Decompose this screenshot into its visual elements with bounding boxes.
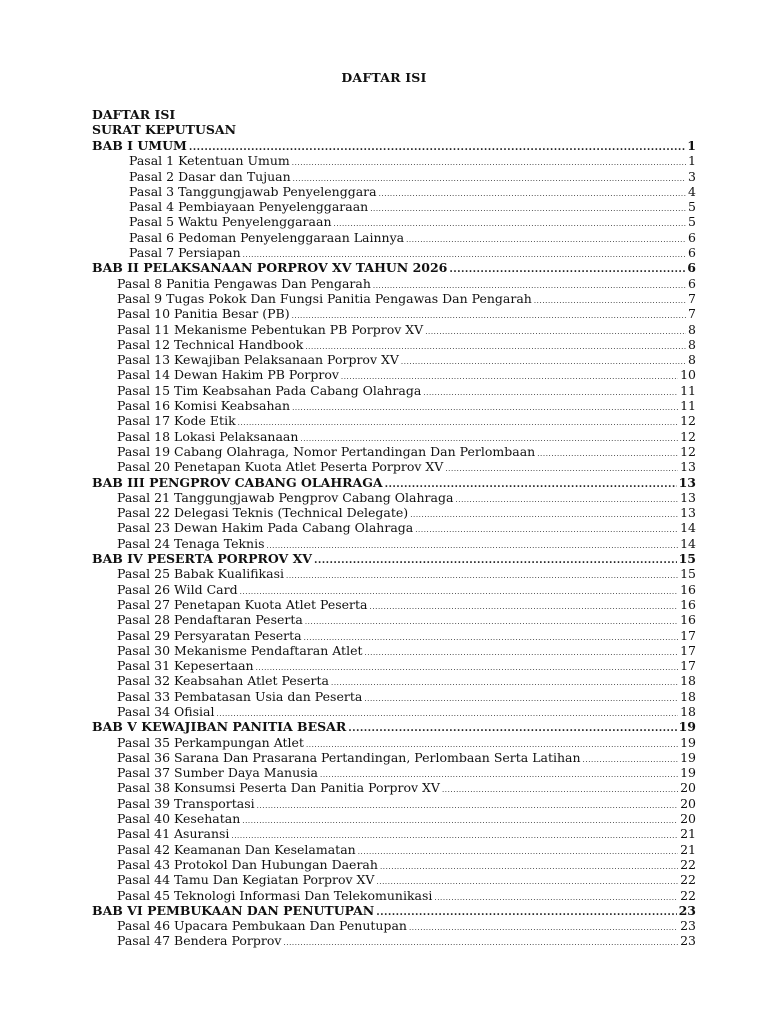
toc-article-entry[interactable] xyxy=(92,520,696,535)
document-title: DAFTAR ISI xyxy=(341,70,427,85)
toc-dot-leader xyxy=(292,401,678,416)
toc-dot-leader xyxy=(449,262,685,277)
toc-article-entry[interactable] xyxy=(92,184,696,199)
toc-article-entry[interactable] xyxy=(92,383,696,398)
toc-article-entry[interactable] xyxy=(92,352,696,367)
toc-entry-page-number: 12 xyxy=(680,443,696,459)
toc-entry-page-number: 13 xyxy=(680,489,696,505)
toc-entry-page-number: 20 xyxy=(680,795,696,811)
toc-entry-page-number: 16 xyxy=(680,596,696,612)
toc-article-entry[interactable] xyxy=(92,888,696,903)
toc-entry-page-number: 18 xyxy=(680,703,696,719)
toc-entry-page-number: 17 xyxy=(680,658,696,674)
toc-chapter-entry[interactable] xyxy=(92,475,696,490)
toc-entry-title: Pasal 39 Transportasi xyxy=(117,795,255,811)
toc-entry-title: Pasal 20 Penetapan Kuota Atlet Peserta Porprov XV xyxy=(117,459,444,475)
toc-article-entry[interactable] xyxy=(92,826,696,841)
toc-entry-page-number: 10 xyxy=(680,367,696,383)
toc-dot-leader xyxy=(455,493,678,508)
toc-entry-page-number: 13 xyxy=(678,474,696,490)
toc-article-entry[interactable] xyxy=(92,933,696,948)
toc-entry-page-number: 7 xyxy=(688,290,696,306)
toc-entry-page-number: 14 xyxy=(680,535,696,551)
toc-article-entry[interactable] xyxy=(92,230,696,245)
toc-entry-title: Pasal 2 Dasar dan Tujuan xyxy=(129,168,291,184)
toc-entry-title: Pasal 36 Sarana Dan Prasarana Pertandingan, Perlombaan Serta Latihan xyxy=(117,749,581,765)
toc-article-entry[interactable] xyxy=(92,444,696,459)
toc-entry-title: Pasal 14 Dewan Hakim PB Porprov xyxy=(117,367,339,383)
toc-dot-leader xyxy=(376,905,676,920)
toc-entry-title: Pasal 5 Waktu Penyelenggaraan xyxy=(129,214,332,230)
toc-dot-leader xyxy=(283,936,678,951)
toc-article-entry[interactable] xyxy=(92,505,696,520)
toc-entry-page-number: 22 xyxy=(680,872,696,888)
toc-article-entry[interactable] xyxy=(92,643,696,658)
toc-entry-page-number: 19 xyxy=(678,719,696,735)
toc-entry-title: Pasal 38 Konsumsi Peserta Dan Panitia Porprov XV xyxy=(117,780,440,796)
toc-dot-leader xyxy=(286,569,678,584)
toc-entry-title: BAB V KEWAJIBAN PANITIA BESAR xyxy=(92,719,347,735)
toc-article-entry[interactable] xyxy=(92,199,696,214)
toc-entry-page-number: 5 xyxy=(688,214,696,230)
toc-article-entry[interactable] xyxy=(92,536,696,551)
toc-article-entry[interactable] xyxy=(92,872,696,887)
toc-article-entry[interactable] xyxy=(92,612,696,627)
front-matter xyxy=(92,107,236,138)
front-matter-surat-keputusan[interactable]: SURAT KEPUTUSAN xyxy=(92,122,237,138)
toc-entry-title: Pasal 27 Penetapan Kuota Atlet Peserta xyxy=(117,596,368,612)
toc-article-entry[interactable] xyxy=(92,750,696,765)
toc-entry-title: Pasal 40 Kesehatan xyxy=(117,811,241,827)
toc-entry-title: Pasal 25 Babak Kualifikasi xyxy=(117,566,284,582)
toc-entry-page-number: 13 xyxy=(680,459,696,475)
toc-entry-title: Pasal 7 Persiapan xyxy=(129,245,241,261)
toc-entry-title: Pasal 9 Tugas Pokok Dan Fungsi Panitia Pengawas Dan Pengarah xyxy=(117,290,532,306)
toc-article-entry[interactable] xyxy=(92,704,696,719)
toc-chapter-entry[interactable] xyxy=(92,260,696,275)
toc-entry-page-number: 22 xyxy=(680,887,696,903)
toc-dot-leader xyxy=(364,692,678,707)
toc-entry-title: Pasal 34 Ofisial xyxy=(117,703,215,719)
toc-entry-page-number: 15 xyxy=(678,551,696,567)
toc-article-entry[interactable] xyxy=(92,245,696,260)
toc-entry-page-number: 8 xyxy=(688,336,696,352)
toc-entry-page-number: 6 xyxy=(687,260,696,276)
toc-dot-leader xyxy=(379,187,686,202)
toc-entry-page-number: 12 xyxy=(680,428,696,444)
toc-entry-title: Pasal 31 Kepesertaan xyxy=(117,658,254,674)
toc-dot-leader xyxy=(406,233,686,248)
toc-article-entry[interactable] xyxy=(92,796,696,811)
toc-entry-page-number: 21 xyxy=(680,841,696,857)
toc-dot-leader xyxy=(583,753,679,768)
toc-entry-title: Pasal 26 Wild Card xyxy=(117,581,238,597)
toc-article-entry[interactable] xyxy=(92,658,696,673)
toc-entry-title: Pasal 43 Protokol Dan Hubungan Daerah xyxy=(117,856,378,872)
toc-entry-page-number: 11 xyxy=(680,398,696,414)
toc-article-entry[interactable] xyxy=(92,673,696,688)
toc-entry-page-number: 8 xyxy=(688,321,696,337)
toc-article-entry[interactable] xyxy=(92,306,696,321)
toc-entry-title: Pasal 33 Pembatasan Usia dan Peserta xyxy=(117,688,363,704)
toc-dot-leader xyxy=(537,447,678,462)
toc-entry-page-number: 19 xyxy=(680,765,696,781)
toc-entry-page-number: 8 xyxy=(688,352,696,368)
toc-entry-title: Pasal 18 Lokasi Pelaksanaan xyxy=(117,428,299,444)
toc-entry-title: Pasal 42 Keamanan Dan Keselamatan xyxy=(117,841,356,857)
toc-entry-title: BAB II PELAKSANAAN PORPROV XV TAHUN 2026 xyxy=(92,260,448,276)
toc-entry-page-number: 7 xyxy=(688,306,696,322)
toc-entry-title: Pasal 45 Teknologi Informasi Dan Telekomunikasi xyxy=(117,887,433,903)
toc-entry-page-number: 17 xyxy=(680,627,696,643)
toc-entry-title: Pasal 6 Pedoman Penyelenggaraan Lainnya xyxy=(129,229,405,245)
toc-article-entry[interactable] xyxy=(92,490,696,505)
toc-entry-page-number: 1 xyxy=(688,153,696,169)
toc-entry-page-number: 6 xyxy=(688,275,696,291)
toc-entry-title: Pasal 17 Kode Etik xyxy=(117,413,236,429)
toc-entry-title: Pasal 15 Tim Keabsahan Pada Cabang Olahraga xyxy=(117,382,422,398)
toc-article-entry[interactable] xyxy=(92,169,696,184)
toc-dot-leader xyxy=(358,845,678,860)
toc-dot-leader xyxy=(257,799,678,814)
toc-entry-title: BAB IV PESERTA PORPROV XV xyxy=(92,551,312,567)
toc-dot-leader xyxy=(380,860,678,875)
toc-entry-page-number: 12 xyxy=(680,413,696,429)
toc-entry-title: Pasal 37 Sumber Daya Manusia xyxy=(117,765,319,781)
toc-entry-title: Pasal 44 Tamu Dan Kegiatan Porprov XV xyxy=(117,872,375,888)
toc-entry-page-number: 16 xyxy=(680,612,696,628)
toc-entry-page-number: 16 xyxy=(680,581,696,597)
toc-article-entry[interactable] xyxy=(92,857,696,872)
toc-article-entry[interactable] xyxy=(92,413,696,428)
toc-entry-title: Pasal 3 Tanggungjawab Penyelenggara xyxy=(129,183,377,199)
toc-dot-leader xyxy=(242,814,678,829)
toc-article-entry[interactable] xyxy=(92,582,696,597)
toc-article-entry[interactable] xyxy=(92,214,696,229)
toc-article-entry[interactable] xyxy=(92,918,696,933)
toc-entry-page-number: 1 xyxy=(687,138,696,153)
toc-article-entry[interactable] xyxy=(92,398,696,413)
toc-article-entry[interactable] xyxy=(92,153,696,168)
toc-entry-title: Pasal 46 Upacara Pembukaan Dan Penutupan xyxy=(117,918,407,934)
toc-entry-title: Pasal 4 Pembiayaan Penyelenggaraan xyxy=(129,199,369,215)
toc-entry-title: Pasal 22 Delegasi Teknis (Technical Delegate) xyxy=(117,505,409,521)
toc-chapter-entry[interactable] xyxy=(92,719,696,734)
toc-entry-page-number: 23 xyxy=(680,918,696,934)
toc-entry-page-number: 19 xyxy=(680,734,696,750)
toc-entry-title: Pasal 29 Persyaratan Peserta xyxy=(117,627,302,643)
toc-entry-title: Pasal 28 Pendaftaran Peserta xyxy=(117,612,303,628)
toc-entry-title: BAB I UMUM xyxy=(92,138,187,153)
toc-entry-page-number: 6 xyxy=(688,245,696,261)
toc-dot-leader xyxy=(425,325,686,340)
toc-article-entry[interactable] xyxy=(92,811,696,826)
toc-entry-page-number: 22 xyxy=(680,856,696,872)
toc-article-entry[interactable] xyxy=(92,628,696,643)
toc-entry-page-number: 14 xyxy=(680,520,696,536)
toc-entry-page-number: 15 xyxy=(680,566,696,582)
front-matter-daftar-isi[interactable]: DAFTAR ISI xyxy=(92,107,176,122)
toc-entry-page-number: 5 xyxy=(688,199,696,215)
toc-entry-title: Pasal 21 Tanggungjawab Pengprov Cabang Olahraga xyxy=(117,489,454,505)
toc-entry-title: Pasal 32 Keabsahan Atlet Peserta xyxy=(117,673,329,689)
toc-entry-title: Pasal 30 Mekanisme Pendaftaran Atlet xyxy=(117,642,363,658)
toc-article-entry[interactable] xyxy=(92,322,696,337)
toc-dot-leader xyxy=(434,891,678,906)
toc-entry-title: BAB III PENGPROV CABANG OLAHRAGA xyxy=(92,474,383,490)
toc-article-entry[interactable] xyxy=(92,429,696,444)
toc-dot-leader xyxy=(534,294,686,309)
toc-entry-title: Pasal 35 Perkampungan Atlet xyxy=(117,734,304,750)
toc-dot-leader xyxy=(364,646,678,661)
toc-entry-title: Pasal 19 Cabang Olahraga, Nomor Pertandingan Dan Perlombaan xyxy=(117,443,536,459)
toc-entry-title: Pasal 47 Bendera Porprov xyxy=(117,933,282,949)
toc-dot-leader xyxy=(331,676,678,691)
toc-entry-page-number: 6 xyxy=(688,229,696,245)
toc-dot-leader xyxy=(314,553,677,568)
toc-chapter-entry[interactable] xyxy=(92,551,696,566)
toc-entry-page-number: 20 xyxy=(680,780,696,796)
toc-entry-title: Pasal 11 Mekanisme Pebentukan PB Porprov XV xyxy=(117,321,424,337)
toc-dot-leader xyxy=(409,921,678,936)
toc-chapter-entry[interactable] xyxy=(92,138,696,153)
toc-article-entry[interactable] xyxy=(92,780,696,795)
toc-entry-title: BAB VI PEMBUKAAN DAN PENUTUPAN xyxy=(92,902,375,918)
toc-entry-title: Pasal 1 Ketentuan Umum xyxy=(129,153,290,169)
toc-dot-leader xyxy=(238,416,678,431)
toc-article-entry[interactable] xyxy=(92,566,696,581)
toc-entry-page-number: 20 xyxy=(680,811,696,827)
toc-article-entry[interactable] xyxy=(92,276,696,291)
toc-article-entry[interactable] xyxy=(92,291,696,306)
toc-dot-leader xyxy=(267,539,679,554)
toc-entry-title: Pasal 23 Dewan Hakim Pada Cabang Olahraga xyxy=(117,520,414,536)
toc-entry-page-number: 4 xyxy=(688,183,696,199)
toc-article-entry[interactable] xyxy=(92,735,696,750)
toc-entry-page-number: 23 xyxy=(680,933,696,949)
toc-dot-leader xyxy=(442,783,678,798)
toc-dot-leader xyxy=(410,508,678,523)
toc-dot-leader xyxy=(348,721,676,736)
toc-entry-title: Pasal 16 Komisi Keabsahan xyxy=(117,398,291,414)
toc-entry-title: Pasal 41 Asuransi xyxy=(117,826,230,842)
toc-dot-leader xyxy=(445,462,678,477)
toc-article-entry[interactable] xyxy=(92,689,696,704)
toc-article-entry[interactable] xyxy=(92,765,696,780)
toc-entry-page-number: 13 xyxy=(680,505,696,521)
toc-dot-leader xyxy=(370,202,686,217)
toc-dot-leader xyxy=(292,156,686,171)
toc-entry-page-number: 18 xyxy=(680,673,696,689)
toc-entry-page-number: 19 xyxy=(680,749,696,765)
toc-entry-title: Pasal 8 Panitia Pengawas Dan Pengarah xyxy=(117,275,371,291)
toc-entry-page-number: 23 xyxy=(678,902,696,918)
toc-dot-leader xyxy=(305,615,678,630)
toc-entry-page-number: 21 xyxy=(680,826,696,842)
toc-article-entry[interactable] xyxy=(92,367,696,382)
toc-article-entry[interactable] xyxy=(92,597,696,612)
toc-entry-title: Pasal 13 Kewajiban Pelaksanaan Porprov XV xyxy=(117,352,399,368)
toc-dot-leader xyxy=(415,523,678,538)
toc-entry-page-number: 17 xyxy=(680,642,696,658)
toc-article-entry[interactable] xyxy=(92,842,696,857)
toc-entry-title: Pasal 24 Tenaga Teknis xyxy=(117,535,265,551)
table-of-contents xyxy=(92,138,696,949)
toc-dot-leader xyxy=(401,355,686,370)
toc-article-entry[interactable] xyxy=(92,459,696,474)
toc-entry-page-number: 11 xyxy=(680,382,696,398)
toc-dot-leader xyxy=(423,386,678,401)
toc-article-entry[interactable] xyxy=(92,337,696,352)
toc-dot-leader xyxy=(370,600,679,615)
toc-entry-page-number: 18 xyxy=(680,688,696,704)
toc-entry-title: Pasal 12 Technical Handbook xyxy=(117,336,304,352)
toc-entry-page-number: 3 xyxy=(688,168,696,184)
toc-chapter-entry[interactable] xyxy=(92,903,696,918)
toc-entry-title: Pasal 10 Panitia Besar (PB) xyxy=(117,306,290,322)
